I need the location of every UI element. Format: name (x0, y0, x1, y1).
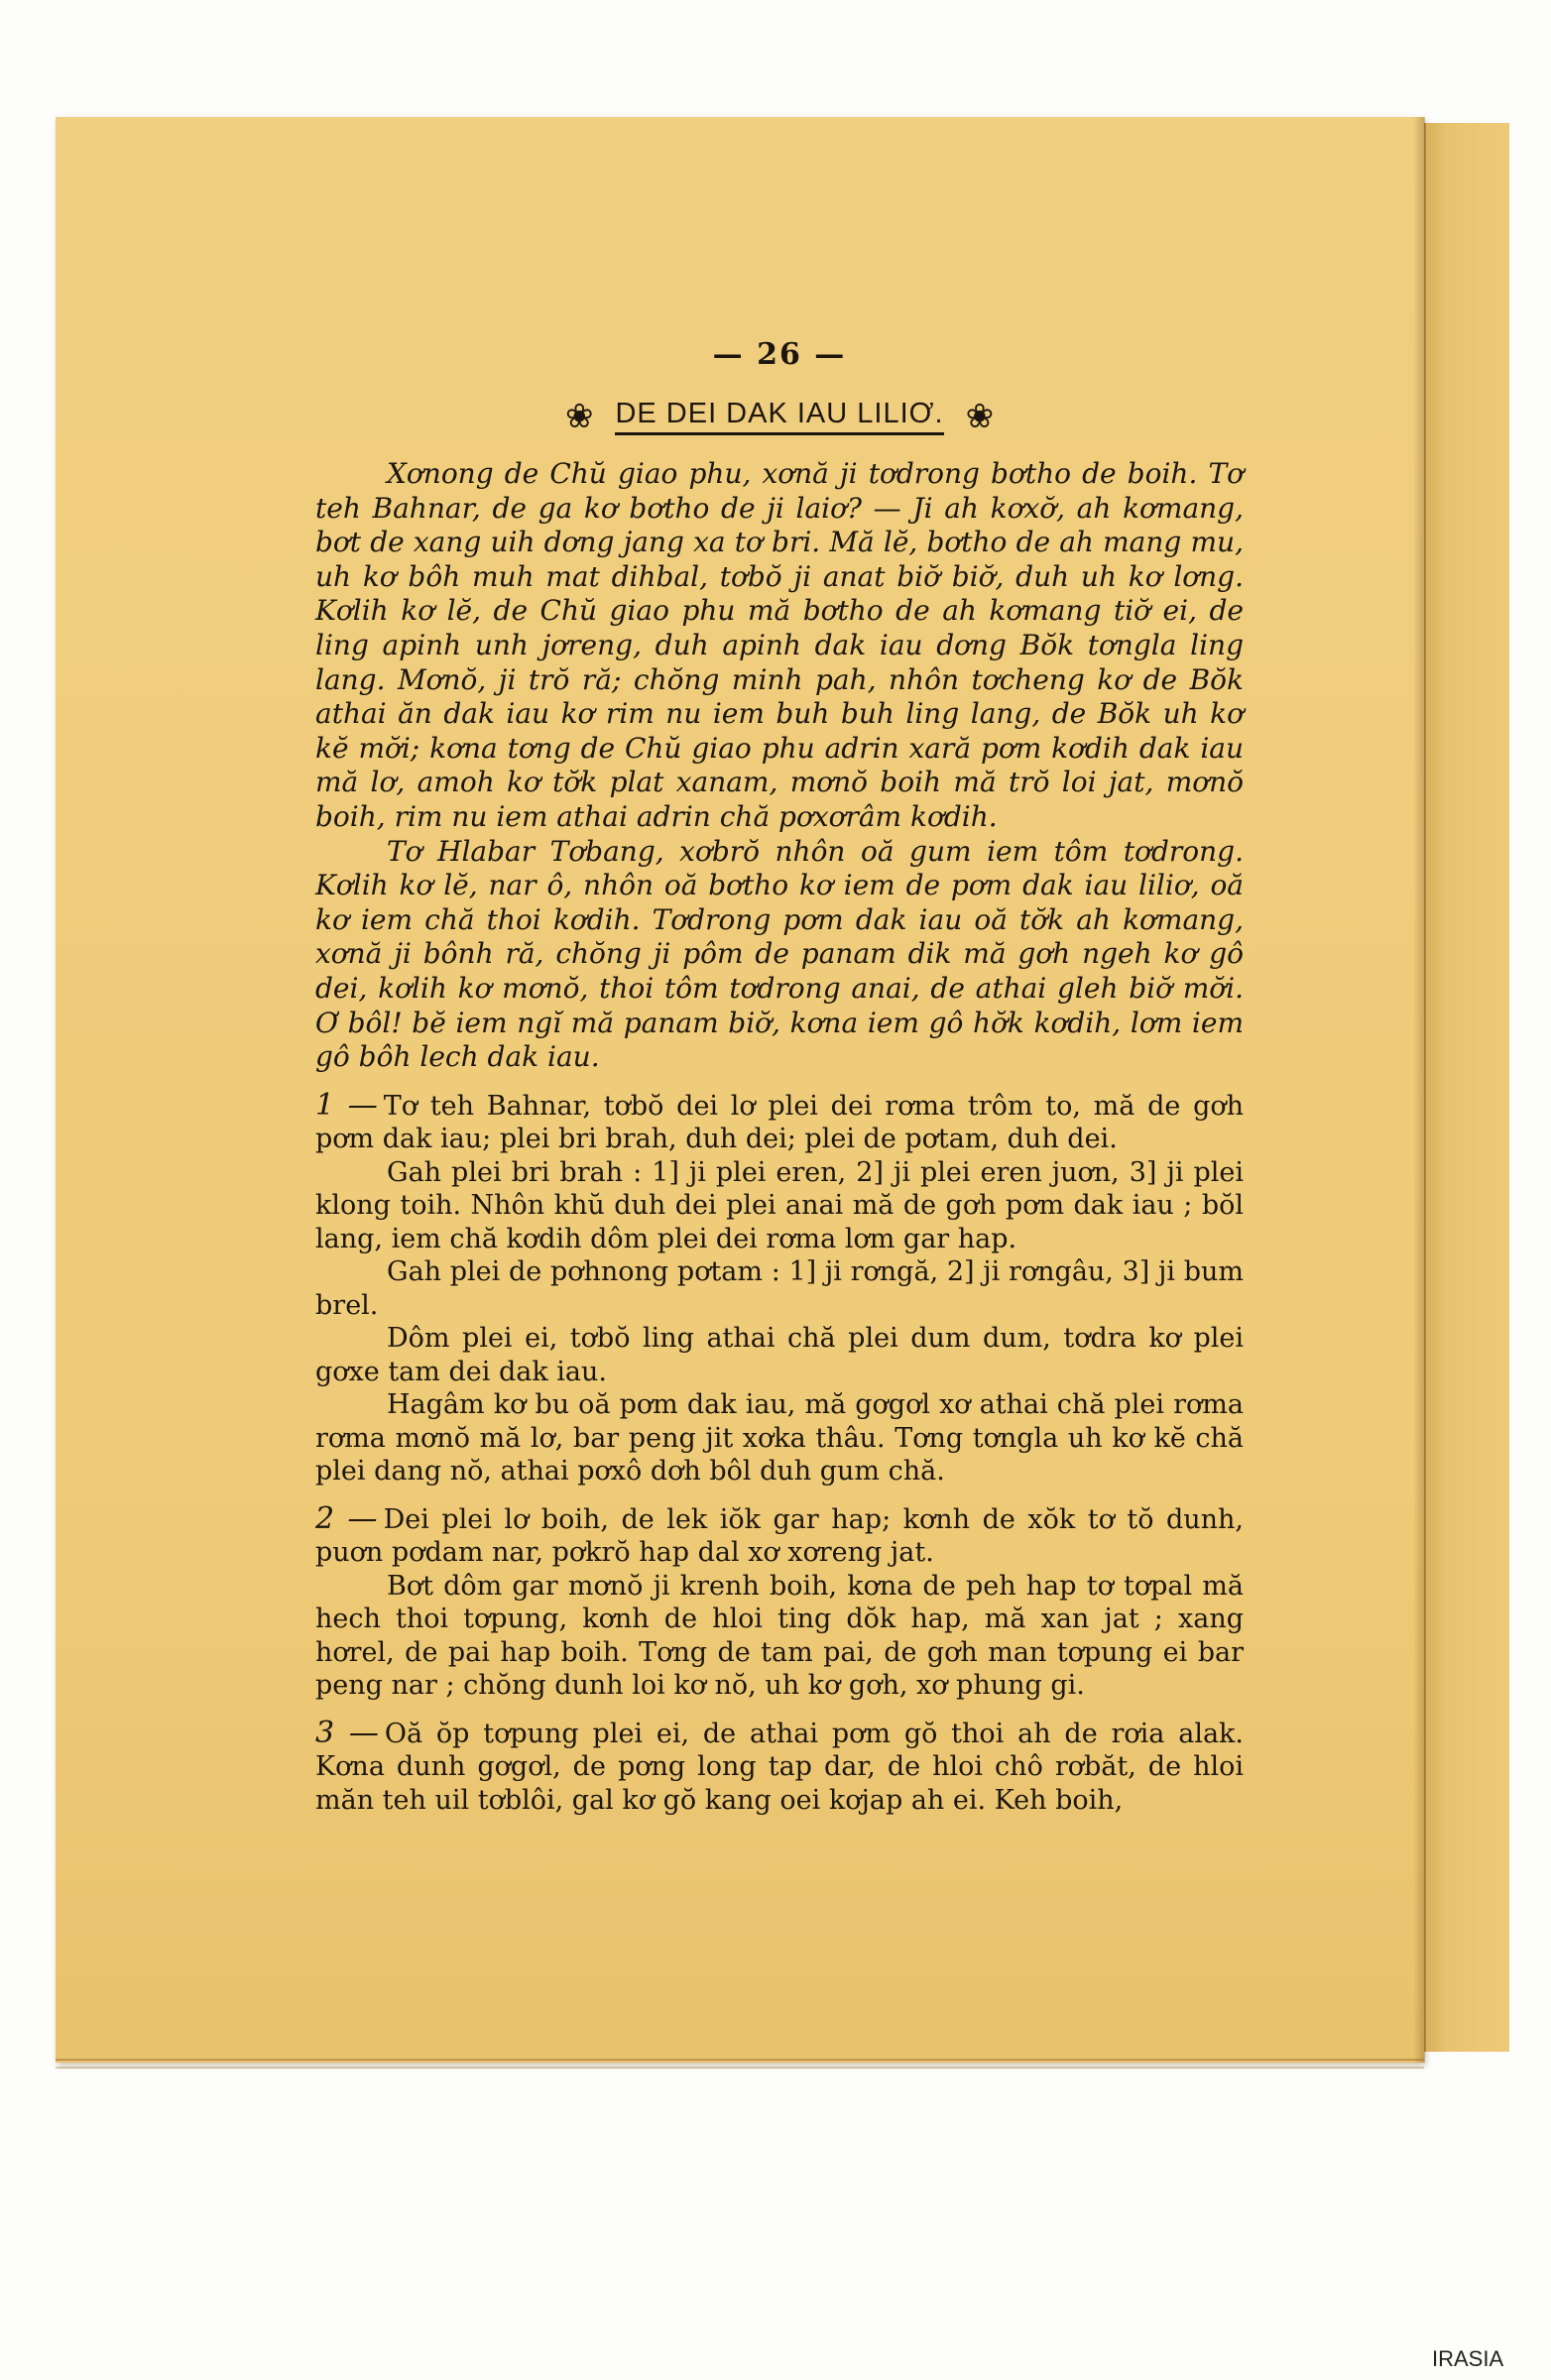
section-paragraph: Dôm plei ei, tơbŏ ling athai chă plei dum dum, tơdra kơ plei gơxe tam dei dak iau. (315, 1323, 1244, 1387)
title-row (315, 398, 1244, 435)
section-paragraph: Oă ŏp tơpung plei ei, de athai pơm gŏ thoi ah de rơia alak. Kơna dunh gơgơl, de pơng long tap dar, de hloi chô rơbăt, de hloi măn teh uil tơblôi, gal kơ gŏ kang oei kơjap ah ei. Keh boih, (315, 1718, 1244, 1816)
section-paragraph: Bơt dôm gar mơnŏ ji krenh boih, kơna de peh hap tơ tơpal mă hech thoi tơpung, kơnh de hloi ting dŏk hap, mă xan jat ; xang hơrel, de pai hap boih. Tơng de tam pai, de gơh man tơpung ei bar peng nar ; chŏng dunh loi kơ nŏ, uh kơ gơh, xơ phung gi. (315, 1570, 1244, 1702)
section-paragraph: Gah plei de pơhnong pơtam : 1] ji rơngă, 2] ji rơngâu, 3] ji bum brel. (315, 1256, 1244, 1321)
section-1 (315, 1089, 1244, 1488)
section-paragraph: Tơ teh Bahnar, tơbŏ dei lơ plei dei rơma trôm to, mă de gơh pơm dak iau; plei bri brah, duh dei; plei de pơtam, duh dei. (315, 1090, 1245, 1155)
section-paragraph: Hagâm kơ bu oă pơm dak iau, mă gơgơl xơ athai chă plei rơma rơma mơnŏ mă lơ, bar peng jit xơka thâu. Tơng tơngla uh kơ kĕ chă plei dang nŏ, athai pơxô dơh bôl duh gum chă. (315, 1389, 1244, 1488)
fleuron-left-icon: ❀ (564, 397, 594, 436)
fleuron-right-icon: ❀ (965, 397, 995, 436)
bottom-page-edge-2 (56, 2067, 1424, 2069)
section-2 (315, 1502, 1244, 1703)
section-paragraph: Gah plei bri brah : 1] ji plei eren, 2] ji plei eren juơn, 3] ji plei klong toih. Nhôn khŭ duh dei plei anai mă de gơh pơm dak iau ; bŏl lang, iem chă kơdih dôm plei dei rơma lơm gar hap. (315, 1156, 1244, 1254)
watermark-logo: IRASIA (1432, 2346, 1504, 2371)
section-number: 3 — (315, 1715, 379, 1750)
page-fold-shadow (1413, 117, 1425, 2063)
bottom-page-edge (56, 2059, 1424, 2061)
section-number: 2 — (315, 1500, 378, 1536)
adjacent-page-edge (1424, 123, 1509, 2052)
page-title: DE DEI DAK IAU LILIƠ. (615, 398, 943, 435)
section-number: 1 — (315, 1087, 378, 1123)
section-paragraph: Dei plei lơ boih, de lek iŏk gar hap; kơnh de xŏk tơ tŏ dunh, puơn pơdam nar, pơkrŏ hap dal xơ xơreng jat. (315, 1503, 1245, 1569)
intro-paragraph-1: Xơnong de Chŭ giao phu, xơnă ji tơdrong bơtho de boih. Tơ teh Bahnar, de ga kơ bơtho de ji laiơ? — Ji ah kơxơ̆, ah kơmang, bơt de xang uih dơng jang xa tơ bri. Mă lĕ, bơtho de ah mang mu, uh kơ bôh muh mat dihbal, tơbŏ ji anat biơ̆ biơ̆, duh uh kơ lơng. Kơlih kơ lĕ, de Chŭ giao phu mă bơtho de ah kơmang tiơ̆ ei, de ling apinh unh jơreng, duh apinh dak iau dơng Bŏk tơngla ling lang. Mơnŏ, ji trŏ ră; chŏng minh pah, nhôn tơcheng kơ de Bŏk athai ăn dak iau kơ rim nu iem buh buh ling lang, de Bŏk uh kơ kĕ mơ̆i; kơna tơng de Chŭ giao phu adrin xară pơm kơdih dak iau mă lơ, amoh kơ tơ̆k plat xanam, mơnŏ boih mă trŏ loi jat, mơnŏ boih, rim nu iem athai adrin chă pơxơrâm kơdih. (315, 457, 1244, 833)
page-number: — 26 — (712, 337, 847, 372)
intro-paragraph-2: Tơ Hlabar Tơbang, xơbrŏ nhôn oă gum iem tôm tơdrong. Kơlih kơ lĕ, nar ô, nhôn oă bơtho kơ iem de pơm dak iau liliơ, oă kơ iem chă thoi kơdih. Tơdrong pơm dak iau oă tơ̆k ah kơmang, xơnă ji bônh ră, chŏng ji pôm de panam dik mă gơh ngeh kơ gô dei, kơlih kơ mơnŏ, thoi tôm tơdrong anai, de athai gleh biơ̆ mơ̆i. Ơ bôl! bĕ iem ngĭ mă panam biơ̆, kơna iem gô hơ̆k kơdih, lơm iem gô bôh lech dak iau. (315, 834, 1244, 1074)
page-content (315, 337, 1244, 1817)
section-3 (315, 1717, 1244, 1818)
